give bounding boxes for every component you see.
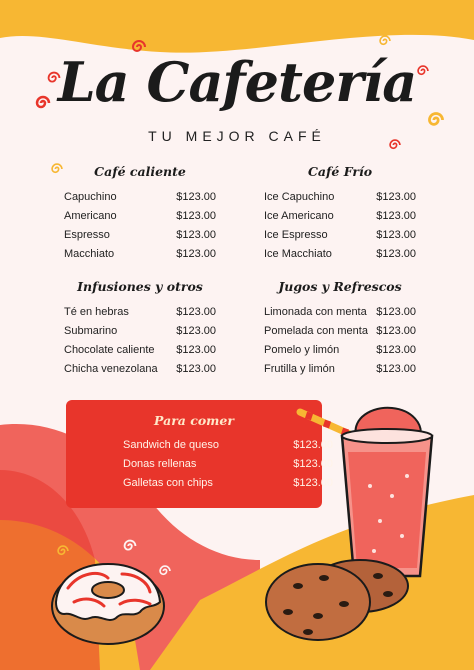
item-price: $123.00: [176, 306, 216, 318]
section-para-comer: [66, 400, 333, 508]
item-name: Americano: [64, 210, 117, 222]
item-name: Galletas con chips: [123, 477, 213, 489]
swirl-icon: [120, 536, 140, 556]
item-name: Pomelo y limón: [264, 344, 340, 356]
item-name: Ice Capuchino: [264, 191, 335, 203]
item-name: Té en hebras: [64, 306, 129, 318]
menu-item: [64, 322, 216, 341]
item-name: Pomelada con menta: [264, 325, 368, 337]
menu-item: [264, 322, 416, 341]
item-price: $123.00: [376, 306, 416, 318]
item-price: $123.00: [376, 229, 416, 241]
menu-item: [64, 360, 216, 379]
item-name: Capuchino: [64, 191, 117, 203]
item-price: $123.00: [376, 325, 416, 337]
page-subtitle: TU MEJOR CAFÉ: [148, 128, 326, 144]
cookies-icon: [258, 546, 418, 650]
section-cafe-caliente: [64, 164, 216, 264]
menu-item: [264, 188, 416, 207]
item-price: $123.00: [376, 210, 416, 222]
item-name: Submarino: [64, 325, 118, 337]
item-price: $123.00: [176, 363, 216, 375]
item-price: $123.00: [293, 458, 333, 470]
menu-item: [64, 226, 216, 245]
section-jugos: [264, 279, 416, 379]
item-name: Ice Espresso: [264, 229, 328, 241]
section-infusiones: [64, 279, 216, 379]
donut-icon: [50, 558, 166, 646]
item-price: $123.00: [176, 210, 216, 222]
swirl-icon: [376, 32, 394, 50]
menu-item: [264, 226, 416, 245]
section-title: Para comer: [154, 413, 234, 428]
menu-item: [264, 303, 416, 322]
page-title: La Cafetería: [57, 50, 417, 114]
item-price: $123.00: [293, 477, 333, 489]
item-price: $123.00: [376, 344, 416, 356]
menu-item: [64, 245, 216, 264]
menu-item: [264, 360, 416, 379]
item-price: $123.00: [293, 439, 333, 451]
item-name: Espresso: [64, 229, 110, 241]
section-title: Infusiones y otros: [77, 279, 203, 294]
item-name: Sandwich de queso: [123, 439, 220, 451]
item-name: Macchiato: [64, 248, 115, 260]
menu-item: [64, 341, 216, 360]
menu-item: [264, 341, 416, 360]
item-price: $123.00: [376, 191, 416, 203]
menu-item: [64, 207, 216, 226]
item-price: $123.00: [176, 248, 216, 260]
item-price: $123.00: [176, 229, 216, 241]
menu-item: [64, 303, 216, 322]
section-title: Jugos y Refrescos: [278, 279, 402, 294]
item-price: $123.00: [176, 344, 216, 356]
item-name: Ice Macchiato: [264, 248, 332, 260]
item-price: $123.00: [176, 325, 216, 337]
menu-item: [264, 207, 416, 226]
item-name: Chocolate caliente: [64, 344, 155, 356]
section-title: Café caliente: [94, 164, 186, 179]
item-price: $123.00: [176, 191, 216, 203]
item-name: Limonada con menta: [264, 306, 367, 318]
menu-item: [64, 188, 216, 207]
item-name: Chicha venezolana: [64, 363, 158, 375]
section-title: Café Frío: [307, 164, 373, 179]
item-price: $123.00: [376, 363, 416, 375]
item-price: $123.00: [376, 248, 416, 260]
item-name: Donas rellenas: [123, 458, 197, 470]
section-cafe-frio: [264, 164, 416, 264]
item-name: Frutilla y limón: [264, 363, 335, 375]
menu-item: [264, 245, 416, 264]
item-name: Ice Americano: [264, 210, 334, 222]
